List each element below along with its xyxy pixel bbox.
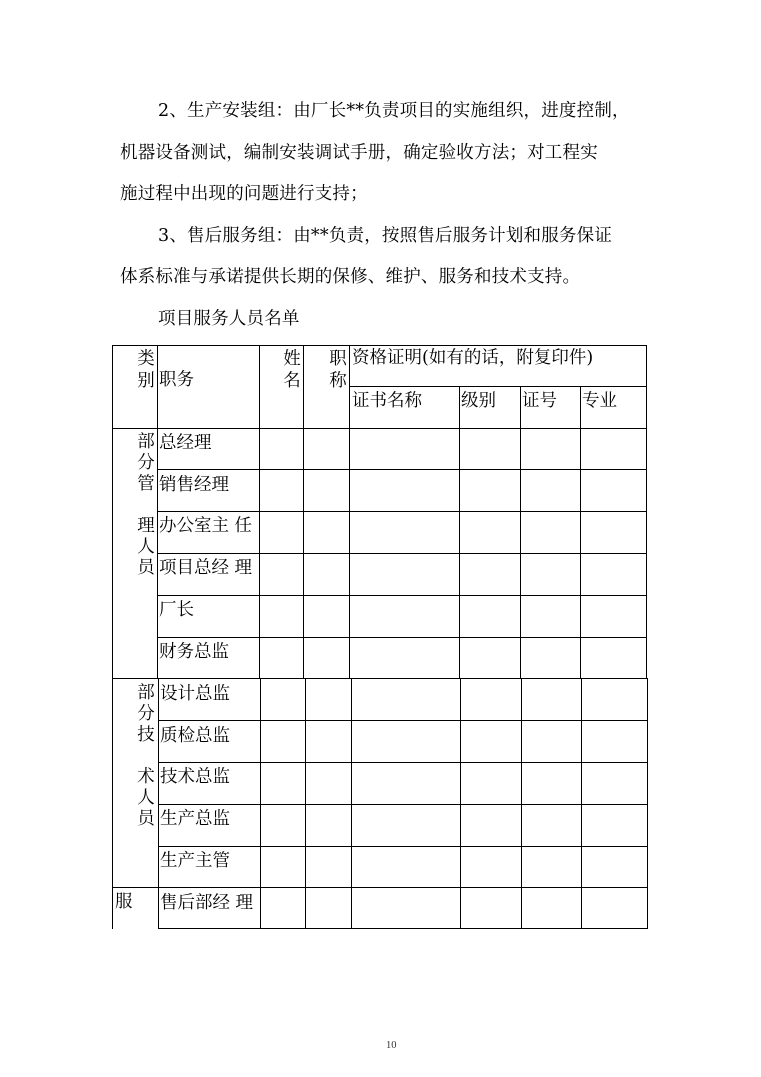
- table-border: [158, 804, 648, 805]
- table-border: [158, 846, 648, 847]
- category-service: 服: [115, 892, 133, 912]
- paragraph-line: 施过程中出现的问题进行支持；: [120, 184, 368, 204]
- header-cert-number: 证号: [522, 391, 557, 411]
- table-row-position: 财务总监: [159, 642, 229, 662]
- table-row-position: 办公室主 任: [159, 516, 253, 536]
- table-border: [112, 887, 648, 888]
- table-row-position: 设计总监: [160, 684, 230, 704]
- table-row-position: 项目总经 理: [159, 558, 253, 578]
- table-border: [260, 678, 261, 929]
- table-border: [351, 678, 352, 929]
- paragraph-line: 2、生产安装组：由厂长**负责项目的实施组织，进度控制，: [158, 101, 630, 121]
- table-border: [581, 678, 582, 929]
- table-border: [112, 678, 113, 929]
- header-position: 职务: [159, 370, 194, 390]
- table-row-position: 售后部经 理: [160, 893, 254, 913]
- table-border: [646, 345, 647, 679]
- table-row-position: 厂长: [159, 600, 194, 620]
- paragraph-line: 体系标准与承诺提供长期的保修、维护、服务和技术支持。: [120, 267, 581, 287]
- header-cert-name: 证书名称: [352, 391, 422, 411]
- table-border: [459, 386, 460, 679]
- table-border: [112, 428, 647, 429]
- table-border: [647, 678, 648, 929]
- table-border: [460, 678, 461, 929]
- table-border: [112, 345, 113, 679]
- table-border: [157, 511, 647, 512]
- table-border: [157, 595, 647, 596]
- table-border: [158, 720, 648, 721]
- table-border: [259, 345, 260, 679]
- paragraph-line: 机器设备测试，编制安装调试手册，确定验收方法；对工程实: [120, 143, 598, 163]
- table-border: [305, 678, 306, 929]
- table-border: [157, 637, 647, 638]
- table-border: [157, 469, 647, 470]
- table-border: [158, 762, 648, 763]
- table-border: [349, 386, 647, 387]
- table-border: [521, 678, 522, 929]
- table-title: 项目服务人员名单: [158, 309, 300, 329]
- table-border: [349, 345, 350, 679]
- table-border: [580, 386, 581, 679]
- table-border: [303, 345, 304, 679]
- table-border: [157, 553, 647, 554]
- page-number: 10: [386, 1040, 397, 1051]
- table-row-position: 质检总监: [160, 726, 230, 746]
- table-border: [112, 678, 648, 679]
- table-border: [520, 386, 521, 679]
- header-level: 级别: [461, 391, 496, 411]
- table-border: [112, 345, 647, 346]
- table-row-position: 技术总监: [160, 767, 230, 787]
- table-row-position: 总经理: [159, 433, 212, 453]
- table-row-position: 销售经理: [159, 475, 229, 495]
- table-border: [157, 345, 158, 679]
- table-row-position: 生产主管: [160, 851, 230, 871]
- paragraph-line: 3、售后服务组：由**负责，按照售后服务计划和服务保证: [158, 226, 613, 246]
- table-row-position: 生产总监: [160, 809, 230, 829]
- header-qualification: 资格证明(如有的话，附复印件): [352, 348, 594, 368]
- table-border: [158, 678, 159, 929]
- header-specialty: 专业: [582, 391, 617, 411]
- table-border: [158, 928, 648, 929]
